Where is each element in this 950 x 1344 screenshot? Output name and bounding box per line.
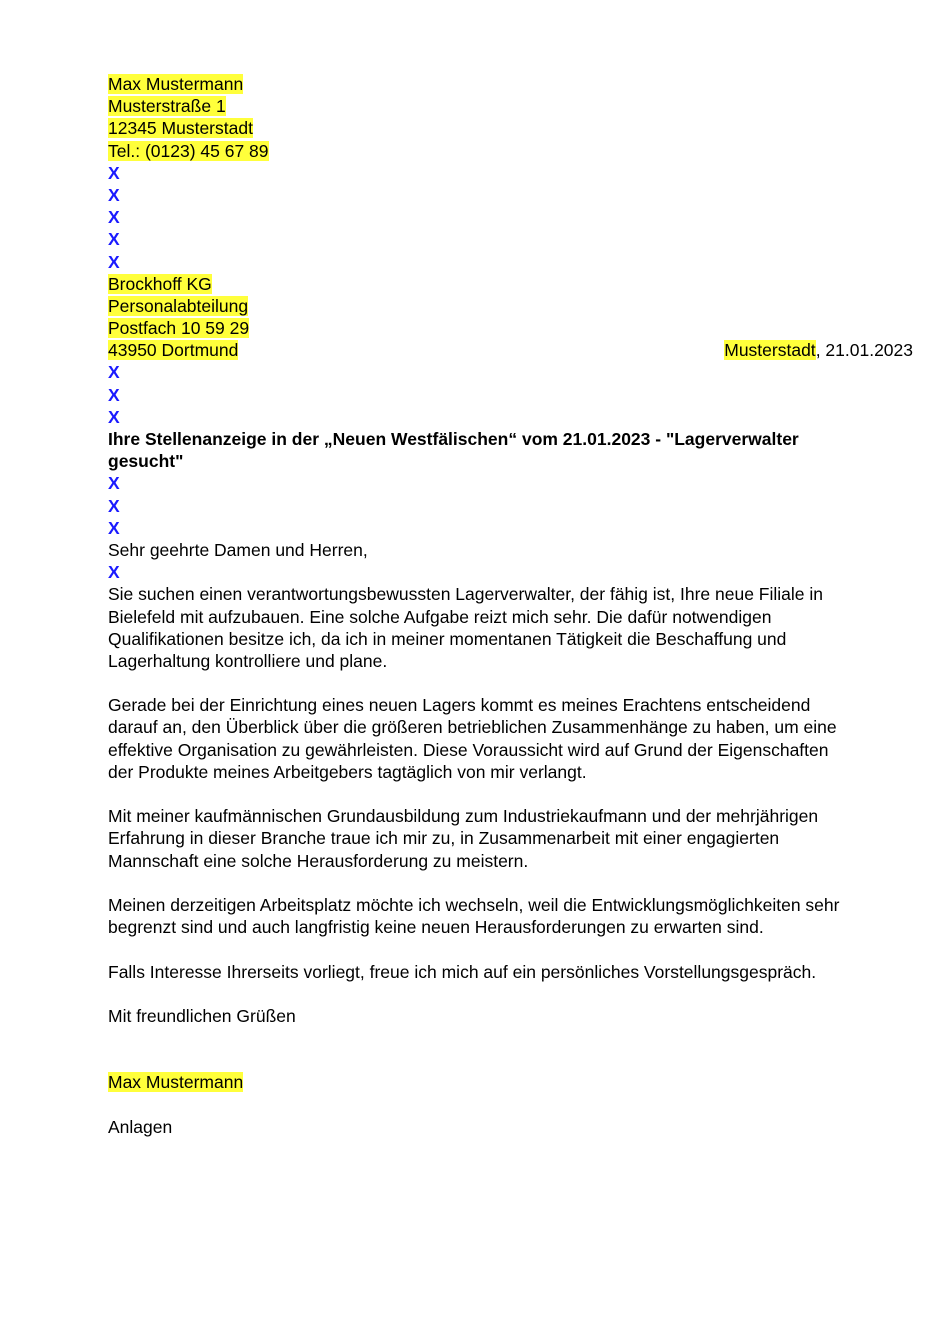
placeholder-mark: X bbox=[108, 184, 120, 205]
body-paragraph bbox=[108, 583, 913, 672]
recipient-city: 43950 Dortmund bbox=[108, 340, 239, 361]
salutation: Sehr geehrte Damen und Herren, bbox=[108, 539, 368, 560]
sender-block bbox=[108, 73, 913, 162]
attachments-label: Anlagen bbox=[108, 1116, 173, 1137]
sender-name: Max Mustermann bbox=[108, 74, 244, 94]
paragraph-gap bbox=[108, 783, 913, 805]
body-paragraph bbox=[108, 805, 913, 872]
date-line bbox=[724, 339, 913, 361]
placeholder-mark: X bbox=[108, 229, 120, 250]
recipient-company: Brockhoff KG bbox=[108, 273, 212, 294]
sender-street: Musterstraße 1 bbox=[108, 96, 226, 117]
body-paragraph bbox=[108, 694, 913, 783]
signature-name: Max Mustermann bbox=[108, 1072, 244, 1093]
signature-gap bbox=[108, 1027, 913, 1049]
body-line: Erfahrung in dieser Branche traue ich mir zu, in Zusammenarbeit mit einer engagierten bbox=[108, 828, 780, 849]
body-paragraph bbox=[108, 961, 913, 983]
body-line: Gerade bei der Einrichtung eines neuen Lagers kommt es meines Erachtens entscheidend bbox=[108, 695, 811, 716]
paragraph-gap bbox=[108, 872, 913, 894]
subject-line: gesucht" bbox=[108, 451, 184, 472]
placeholder-mark: X bbox=[108, 562, 120, 583]
placeholder-mark: X bbox=[108, 162, 120, 183]
signature-gap bbox=[108, 1049, 913, 1071]
paragraph-gap bbox=[108, 983, 913, 1005]
body-line: Meinen derzeitigen Arbeitsplatz möchte ich wechseln, weil die Entwicklungsmöglichkeiten sehr bbox=[108, 894, 840, 915]
placeholder-mark: X bbox=[108, 207, 120, 228]
paragraph-gap bbox=[108, 938, 913, 960]
sender-city: 12345 Musterstadt bbox=[108, 118, 253, 139]
paragraph-gap bbox=[108, 1094, 913, 1116]
body-paragraph bbox=[108, 894, 913, 938]
placeholder-mark: X bbox=[108, 495, 120, 516]
body-line: Sie suchen einen verantwortungsbewussten Lagerverwalter, der fähig ist, Ihre neue Filiale in bbox=[108, 584, 823, 605]
recipient-department: Personalabteilung bbox=[108, 295, 249, 316]
body-line: Bielefeld mit aufzubauen. Eine solche Aufgabe reizt mich sehr. Die dafür notwendigen bbox=[108, 606, 772, 627]
date-place: Musterstadt bbox=[724, 340, 816, 361]
body-line: der Produkte meines Arbeitgebers tagtäglich von mir verlangt. bbox=[108, 761, 587, 782]
closing: Mit freundlichen Grüßen bbox=[108, 1005, 296, 1026]
paragraph-gap bbox=[108, 672, 913, 694]
body-line: Lagerhaltung kontrolliere und plane. bbox=[108, 650, 388, 671]
sender-phone: Tel.: (0123) 45 67 89 bbox=[108, 140, 269, 161]
body-line: darauf an, den Überblick über die größeren betrieblichen Zusammenhänge zu haben, um eine bbox=[108, 717, 837, 738]
recipient-block bbox=[108, 273, 913, 362]
letter-page bbox=[108, 73, 913, 1138]
body-line: Falls Interesse Ihrerseits vorliegt, freue ich mich auf ein persönliches Vorstellungsgespräch. bbox=[108, 961, 817, 982]
placeholder-mark: X bbox=[108, 362, 120, 383]
placeholder-mark: X bbox=[108, 517, 120, 538]
placeholder-mark: X bbox=[108, 251, 120, 272]
subject bbox=[108, 428, 913, 472]
body-line: effektive Organisation zu gewährleisten. Diese Voraussicht wird auf Grund der Eigenschaften bbox=[108, 739, 829, 760]
placeholder-mark: X bbox=[108, 384, 120, 405]
subject-line: Ihre Stellenanzeige in der „Neuen Westfälischen“ vom 21.01.2023 - "Lagerverwalter bbox=[108, 429, 799, 449]
body-line: Mit meiner kaufmännischen Grundausbildung zum Industriekaufmann und der mehrjährigen bbox=[108, 806, 819, 827]
placeholder-mark: X bbox=[108, 473, 120, 494]
body-line: Mannschaft eine solche Herausforderung zu meistern. bbox=[108, 850, 529, 871]
date-value: , 21.01.2023 bbox=[815, 340, 913, 361]
body-line: Qualifikationen besitze ich, da ich in meiner momentanen Tätigkeit die Beschaffung und bbox=[108, 628, 787, 649]
recipient-pobox: Postfach 10 59 29 bbox=[108, 318, 250, 339]
placeholder-mark: X bbox=[108, 406, 120, 427]
body-line: begrenzt sind und auch langfristig keine neuen Herausforderungen zu erwarten sind. bbox=[108, 917, 764, 938]
